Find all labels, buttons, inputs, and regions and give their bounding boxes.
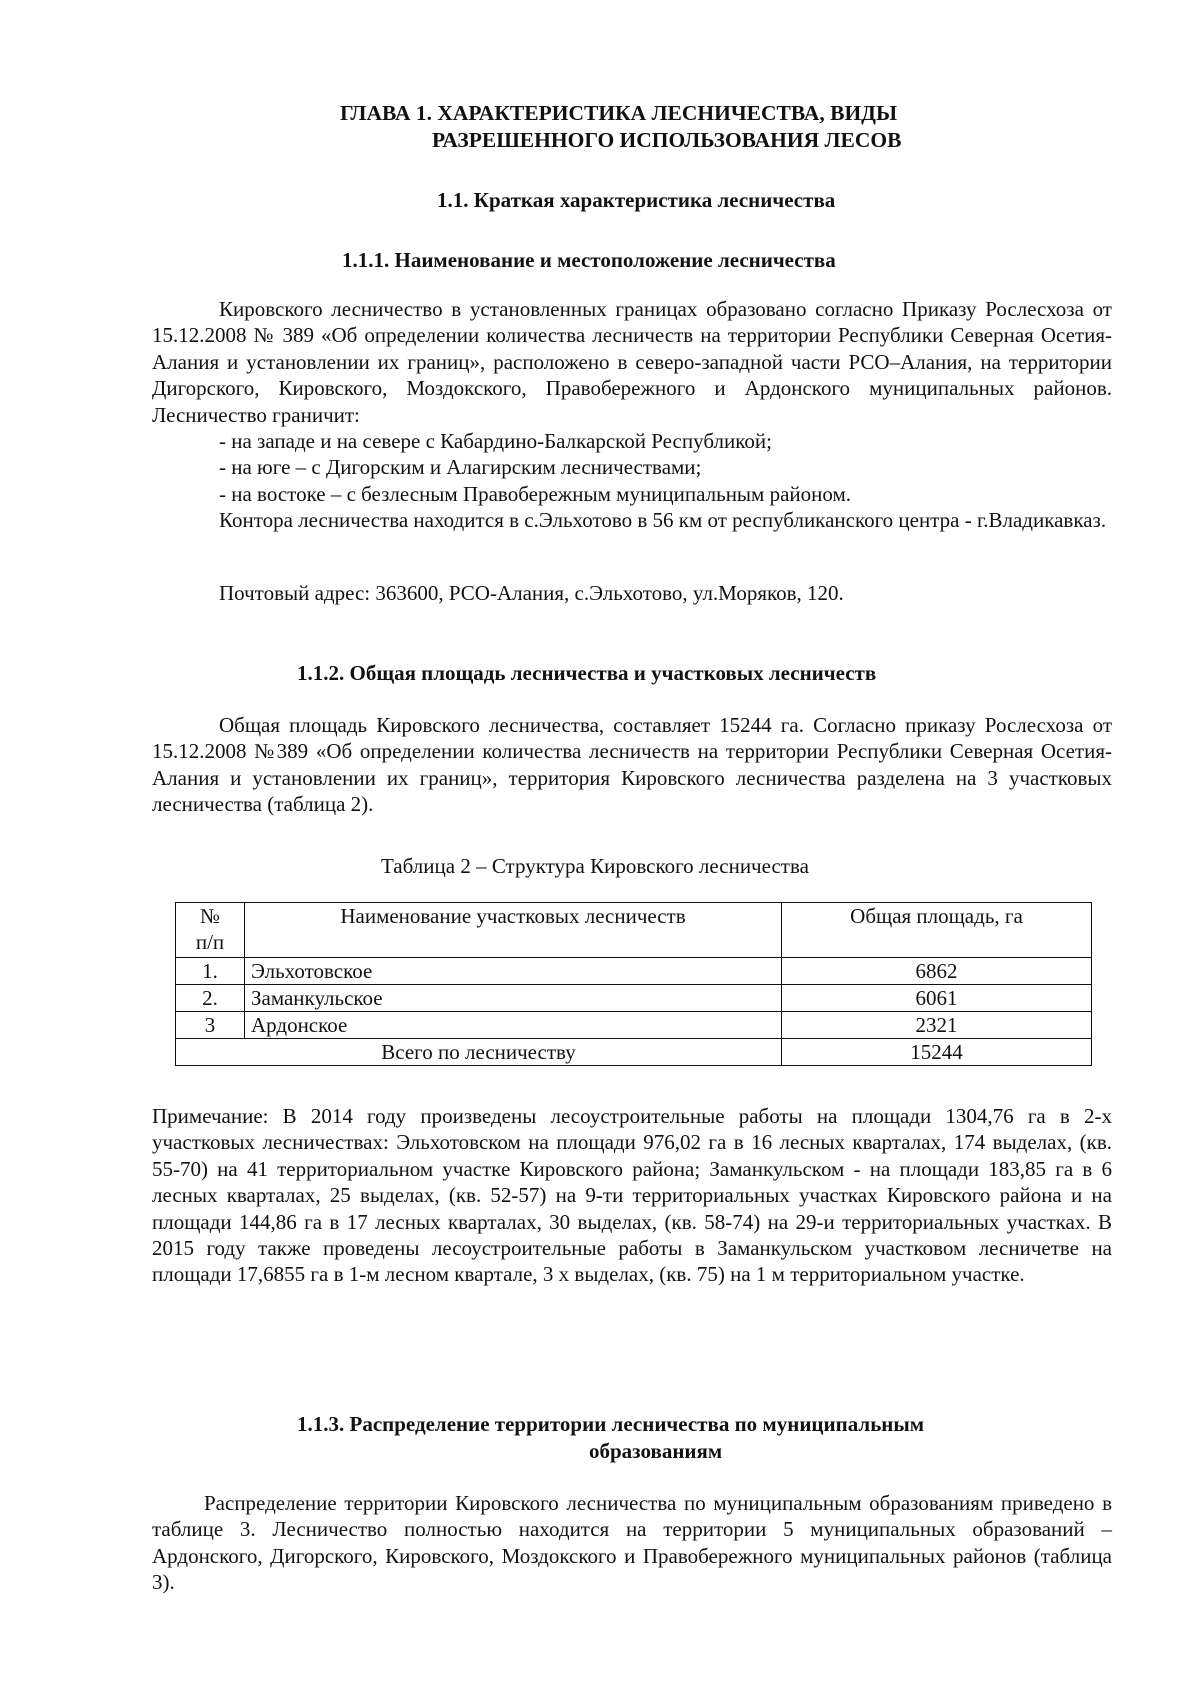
header-num xyxy=(176,903,245,958)
table-row xyxy=(176,1012,1092,1039)
table-total-row xyxy=(176,1039,1092,1066)
row-area: 6061 xyxy=(782,985,1092,1012)
section-1-1-3-title xyxy=(297,1411,924,1438)
header-num-line1: № xyxy=(199,904,221,928)
border-item-east: - на востоке – с безлесным Правобережным муниципальным районом. xyxy=(219,481,852,506)
address-paragraph xyxy=(219,580,844,606)
section-1-1-3-title-line1: . Распределение территории лесничества по муниципальным xyxy=(339,1412,925,1436)
row-area: 6862 xyxy=(782,958,1092,985)
border-item-west: - на западе и на севере с Кабардино-Балкарской Республикой; xyxy=(219,429,772,453)
header-area: Общая площадь, га xyxy=(782,903,1092,958)
area-paragraph: Общая площадь Кировского лесничества, составляет 15244 га. Согласно приказу Рослесхоза от 15.12.2008 №389 «Об определении количества лесничеств на территории Республики Северная Осетия-Алания и установлении их границ», территория Кировского лесничества разделена на 3 участковых лесничества (таблица 2). xyxy=(152,713,1112,817)
chapter-title xyxy=(340,100,1020,154)
table-2-structure xyxy=(175,902,1092,1066)
postal-address: Почтовый адрес: 363600, РСО-Алания, с.Эльхотово, ул.Моряков, 120. xyxy=(219,581,844,605)
municipal-paragraph: Распределение территории Кировского лесничества по муниципальным образованиям приведено в таблице 3. Лесничество полностью находится на территории 5 муниципальных образований – Ардонского, Дигорского, Кировского, Моздокского и Правобережного муниципальных районов (таблица 3). xyxy=(152,1491,1112,1595)
chapter-title-line1: ГЛАВА 1. ХАРАКТЕРИСТИКА ЛЕСНИЧЕСТВА, ВИДЫ xyxy=(340,101,898,125)
table-row xyxy=(176,958,1092,985)
row-num: 1. xyxy=(176,958,245,985)
table-2-caption: Таблица 2 – Структура Кировского лесничества xyxy=(381,854,809,878)
chapter-title-line2: РАЗРЕШЕННОГО ИСПОЛЬЗОВАНИЯ ЛЕСОВ xyxy=(432,128,902,152)
row-name: Заманкульское xyxy=(245,985,782,1012)
section-1-1-title: 1.1. Краткая характеристика лесничества xyxy=(437,188,836,212)
total-label: Всего по лесничеству xyxy=(176,1039,782,1066)
table-row xyxy=(176,985,1092,1012)
header-name: Наименование участковых лесничеств xyxy=(245,903,782,958)
borders-list xyxy=(219,428,851,507)
total-value: 15244 xyxy=(782,1039,1092,1066)
header-num-line2: п/п xyxy=(195,930,225,954)
section-1-1-3-title-line2: образованиям xyxy=(589,1439,723,1463)
section-1-1-3-num: 1.1.3 xyxy=(297,1412,339,1436)
section-1-1-1-title: 1.1.1. Наименование и местоположение лесничества xyxy=(342,248,836,272)
row-num: 2. xyxy=(176,985,245,1012)
row-name: Эльхотовское xyxy=(245,958,782,985)
row-area: 2321 xyxy=(782,1012,1092,1039)
note-paragraph: Примечание: В 2014 году произведены лесоустроительные работы на площади 1304,76 га в 2-х участковых лесничествах: Эльхотовском на площади 976,02 га в 16 лесных кварталах, 174 выделах, (кв. 55-70) на 41 территориальном участке Кировского района; Заманкульском - на площади 183,85 га в 6 лесных кварталах, 25 выделах, (кв. 52-57) на 9-ти территориальных участках Кировского района и на площади 144,86 га в 17 лесных кварталах, 30 выделах, (кв. 58-74) на 29-и территориальных участках. В 2015 году также проведены лесоустроительные работы в Заманкульском участковом лесничетве на площади 17,6855 га в 1-м лесном квартале, 3 х выделах, (кв. 75) на 1 м территориальном участке. xyxy=(152,1104,1112,1287)
row-num: 3 xyxy=(176,1012,245,1039)
section-1-1-2-title: 1.1.2. Общая площадь лесничества и участковых лесничеств xyxy=(297,661,877,685)
border-item-south: - на юге – с Дигорским и Алагирским лесничествами; xyxy=(219,455,702,480)
row-name: Ардонское xyxy=(245,1012,782,1039)
location-paragraph: Кировского лесничество в установленных границах образовано согласно Приказу Рослесхоза от 15.12.2008 № 389 «Об определении количества лесничеств на территории Республики Северная Осетия-Алания и установлении их границ», расположено в северо-западной части РСО–Алания, на территории Дигорского, Кировского, Моздокского, Правобережного и Ардонского муниципальных районов. Лесничество граничит: xyxy=(152,297,1112,427)
office-paragraph: Контора лесничества находится в с.Эльхотово в 56 км от республиканского центра - г.Владикавказ. xyxy=(219,508,1107,532)
table-header-row xyxy=(176,903,1092,958)
